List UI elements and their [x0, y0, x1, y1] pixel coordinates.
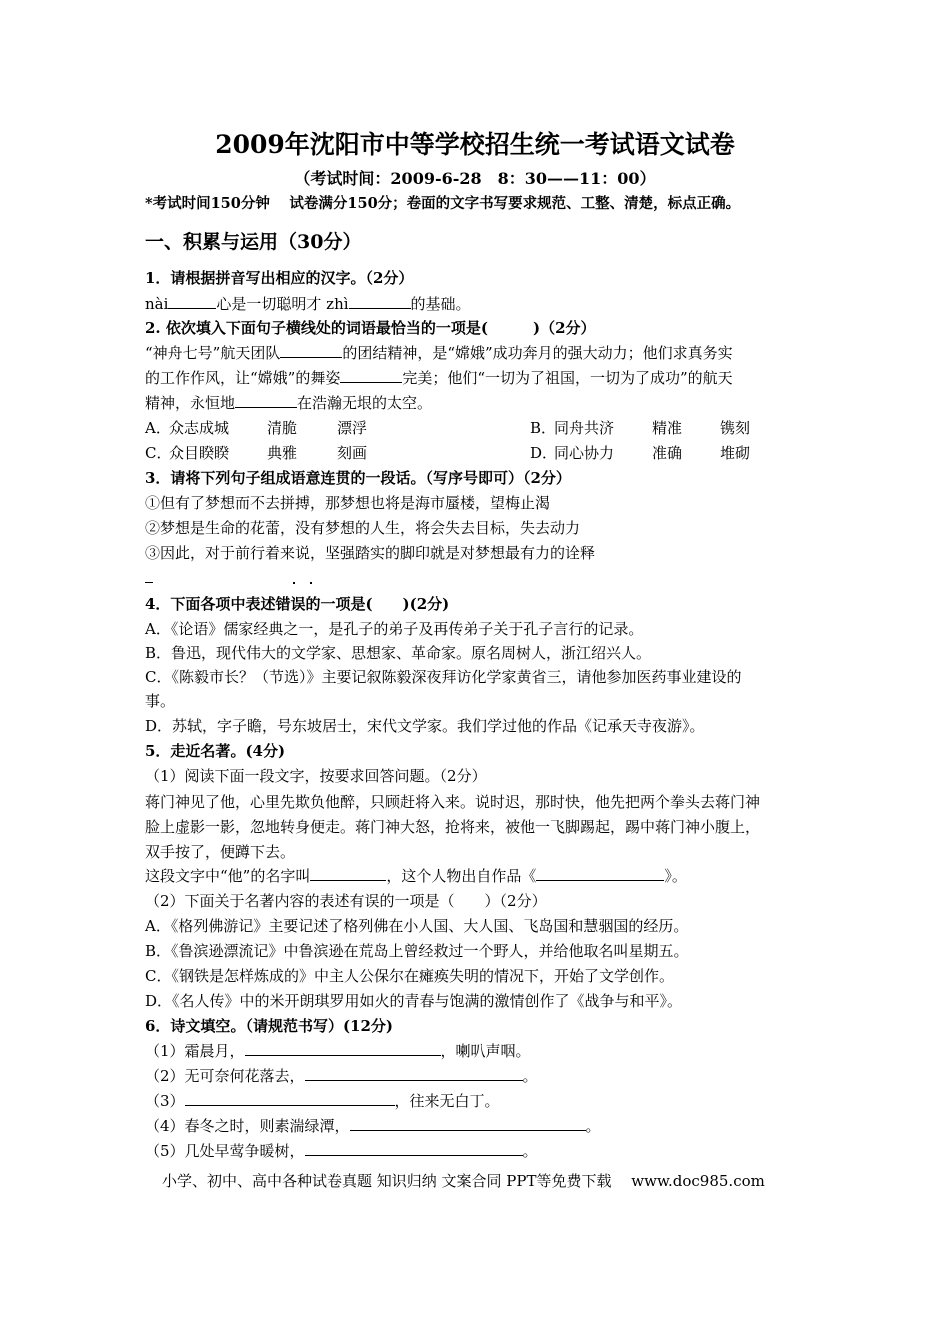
option-label: B．: [530, 419, 557, 437]
q5-blank-name[interactable]: [310, 866, 386, 881]
q2-text: 在浩瀚无垠的太空。: [297, 394, 433, 412]
q5-passage-1: 蒋门神见了他，心里先欺负他醉，只顾赶将入来。说时迟，那时快，他先把两个拳头去蒋门神: [145, 793, 761, 811]
q2-line-1: [145, 343, 733, 363]
option-word: 清脆: [267, 419, 298, 437]
option-word: 众目睽睽: [169, 444, 230, 462]
q1-text: 心是一切聪明才 zhì: [216, 295, 349, 313]
q6-text: 。: [585, 1117, 601, 1135]
q6-text: （4）春冬之时，则素湍绿潭，: [145, 1117, 350, 1135]
q2-text: “神舟七号”航天团队: [145, 344, 281, 362]
option-label: C．: [145, 444, 172, 462]
option-label: D．: [530, 444, 558, 462]
q5-text: 》。: [664, 867, 687, 885]
q1-title: 1．请根据拼音写出相应的汉字。（2分）: [145, 269, 414, 287]
option-label: A．: [145, 419, 171, 437]
option-word: 准确: [652, 444, 683, 462]
q4-title: 4．下面各项中表述错误的一项是( )(2分): [145, 595, 450, 613]
q6-blank-3[interactable]: [185, 1091, 395, 1106]
q5-blank-work[interactable]: [536, 866, 664, 881]
q2-option-d[interactable]: [530, 443, 750, 463]
q5-text: ，这个人物出自作品《: [386, 867, 537, 885]
section-heading: 一、积累与运用（30分）: [145, 231, 362, 253]
q2-text: 的团结精神，是“嫦娥”成功奔月的强大动力；他们求真务实: [342, 344, 733, 362]
q2-line-2: [145, 368, 733, 388]
option-word: 镌刻: [720, 419, 751, 437]
q3-answer-mark[interactable]: [145, 582, 153, 583]
q2-blank-3[interactable]: [235, 393, 297, 408]
q5-option-b[interactable]: B．《鲁滨逊漂流记》中鲁滨逊在荒岛上曾经救过一个野人，并给他取名叫星期五。: [145, 942, 689, 960]
q6-line-5: [145, 1141, 538, 1161]
q1-blank-1[interactable]: [168, 294, 216, 309]
q3-title: 3．请将下列句子组成语意连贯的一段话。（写序号即可）（2分）: [145, 469, 571, 487]
q4-option-c-cont: 事。: [145, 692, 176, 710]
page-footer: 小学、初中、高中各种试卷真题 知识归纳 文案合同 PPT等免费下载 www.doc985.com: [162, 1172, 765, 1190]
q6-line-2: [145, 1066, 538, 1086]
q6-text: （2）无可奈何花落去，: [145, 1067, 305, 1085]
option-word: 众志成城: [169, 419, 230, 437]
q2-option-c[interactable]: [145, 443, 367, 463]
q2-option-b[interactable]: [530, 418, 750, 438]
q5-title: 5．走近名著。(4分): [145, 742, 286, 760]
q5-sub1: （1）阅读下面一段文字，按要求回答问题。（2分）: [145, 767, 487, 785]
q2-blank-1[interactable]: [280, 343, 342, 358]
q2-text: 的工作作风，让“嫦娥”的舞姿: [145, 369, 341, 387]
q4-option-c[interactable]: C．《陈毅市长？（节选）》主要记叙陈毅深夜拜访化学家黄省三，请他参加医药事业建设的: [145, 668, 742, 686]
q6-text: （1）霜晨月，: [145, 1042, 245, 1060]
q6-line-3: [145, 1091, 500, 1111]
q6-blank-1[interactable]: [245, 1041, 441, 1056]
option-word: 典雅: [267, 444, 298, 462]
q6-blank-5[interactable]: [305, 1141, 523, 1156]
q6-text: （5）几处早莺争暖树，: [145, 1142, 305, 1160]
dot-mark: [293, 582, 295, 584]
q3-sentence-2: ②梦想是生命的花蕾，没有梦想的人生，将会失去目标，失去动力: [145, 519, 581, 537]
q1-blank-2[interactable]: [349, 294, 411, 309]
q1-end: 的基础。: [410, 295, 471, 313]
q6-text: ，喇叭声咽。: [440, 1042, 531, 1060]
q5-fill-line: [145, 866, 687, 886]
q6-text: 。: [522, 1067, 538, 1085]
q4-option-a[interactable]: A．《论语》儒家经典之一，是孔子的弟子及再传弟子关于孔子言行的记录。: [145, 620, 644, 638]
q6-text: （3）: [145, 1092, 185, 1110]
q6-text: 。: [522, 1142, 538, 1160]
q5-option-d[interactable]: D．《名人传》中的米开朗琪罗用如火的青春与饱满的激情创作了《战争与和平》。: [145, 992, 683, 1010]
q5-passage-3: 双手按了，便蹲下去。: [145, 843, 296, 861]
q1-line: [145, 294, 471, 314]
q2-option-a[interactable]: [145, 418, 367, 438]
option-word: 刻画: [337, 444, 368, 462]
q6-text: ，往来无白丁。: [394, 1092, 500, 1110]
q5-sub2: （2）下面关于名著内容的表述有误的一项是（ ）（2分）: [145, 892, 547, 910]
q6-line-4: [145, 1116, 601, 1136]
option-word: 同心协力: [554, 444, 615, 462]
q2-text: 精神，永恒地: [145, 394, 236, 412]
q5-text: 这段文字中“他”的名字叫: [145, 867, 311, 885]
q6-line-1: [145, 1041, 531, 1061]
q2-title: 2. 依次填入下面句子横线处的词语最恰当的一项是( )（2分）: [145, 319, 596, 337]
q5-option-c[interactable]: C．《钢铁是怎样炼成的》中主人公保尔在瘫痪失明的情况下，开始了文学创作。: [145, 967, 674, 985]
q3-sentence-1: ①但有了梦想而不去拼搏，那梦想也将是海市蜃楼，望梅止渴: [145, 494, 551, 512]
option-word: 堆砌: [720, 444, 751, 462]
exam-time: （考试时间：2009-6-28 8：30——11：00）: [294, 169, 656, 188]
exam-title: 2009年沈阳市中等学校招生统一考试语文试卷: [215, 130, 735, 159]
option-word: 精准: [652, 419, 683, 437]
option-word: 同舟共济: [554, 419, 615, 437]
option-word: 漂浮: [337, 419, 368, 437]
q6-blank-4[interactable]: [350, 1116, 586, 1131]
q3-sentence-3: ③因此，对于前行着来说，坚强踏实的脚印就是对梦想最有力的诠释: [145, 544, 596, 562]
q5-option-a[interactable]: A．《格列佛游记》主要记述了格列佛在小人国、大人国、飞岛国和慧骃国的经历。: [145, 917, 689, 935]
q1-pinyin-1: nài: [145, 295, 169, 313]
exam-notice: *考试时间150分钟 试卷满分150分；卷面的文字书写要求规范、工整、清楚，标点正确。: [145, 195, 741, 212]
q2-text: 完美；他们“一切为了祖国，一切为了成功”的航天: [402, 369, 733, 387]
q4-option-d[interactable]: D．苏轼，字子瞻，号东坡居士，宋代文学家。我们学过他的作品《记承天寺夜游》。: [145, 717, 705, 735]
dot-mark: [310, 582, 312, 584]
q4-option-b[interactable]: B．鲁迅，现代伟大的文学家、思想家、革命家。原名周树人，浙江绍兴人。: [145, 644, 652, 662]
q5-passage-2: 脸上虚影一影，忽地转身便走。蒋门神大怒，抢将来，被他一飞脚踢起，踢中蒋门神小腹上，: [145, 818, 761, 836]
q6-blank-2[interactable]: [305, 1066, 523, 1081]
q6-title: 6．诗文填空。（请规范书写）(12分): [145, 1017, 394, 1035]
q2-blank-2[interactable]: [340, 368, 402, 383]
q2-line-3: [145, 393, 432, 413]
